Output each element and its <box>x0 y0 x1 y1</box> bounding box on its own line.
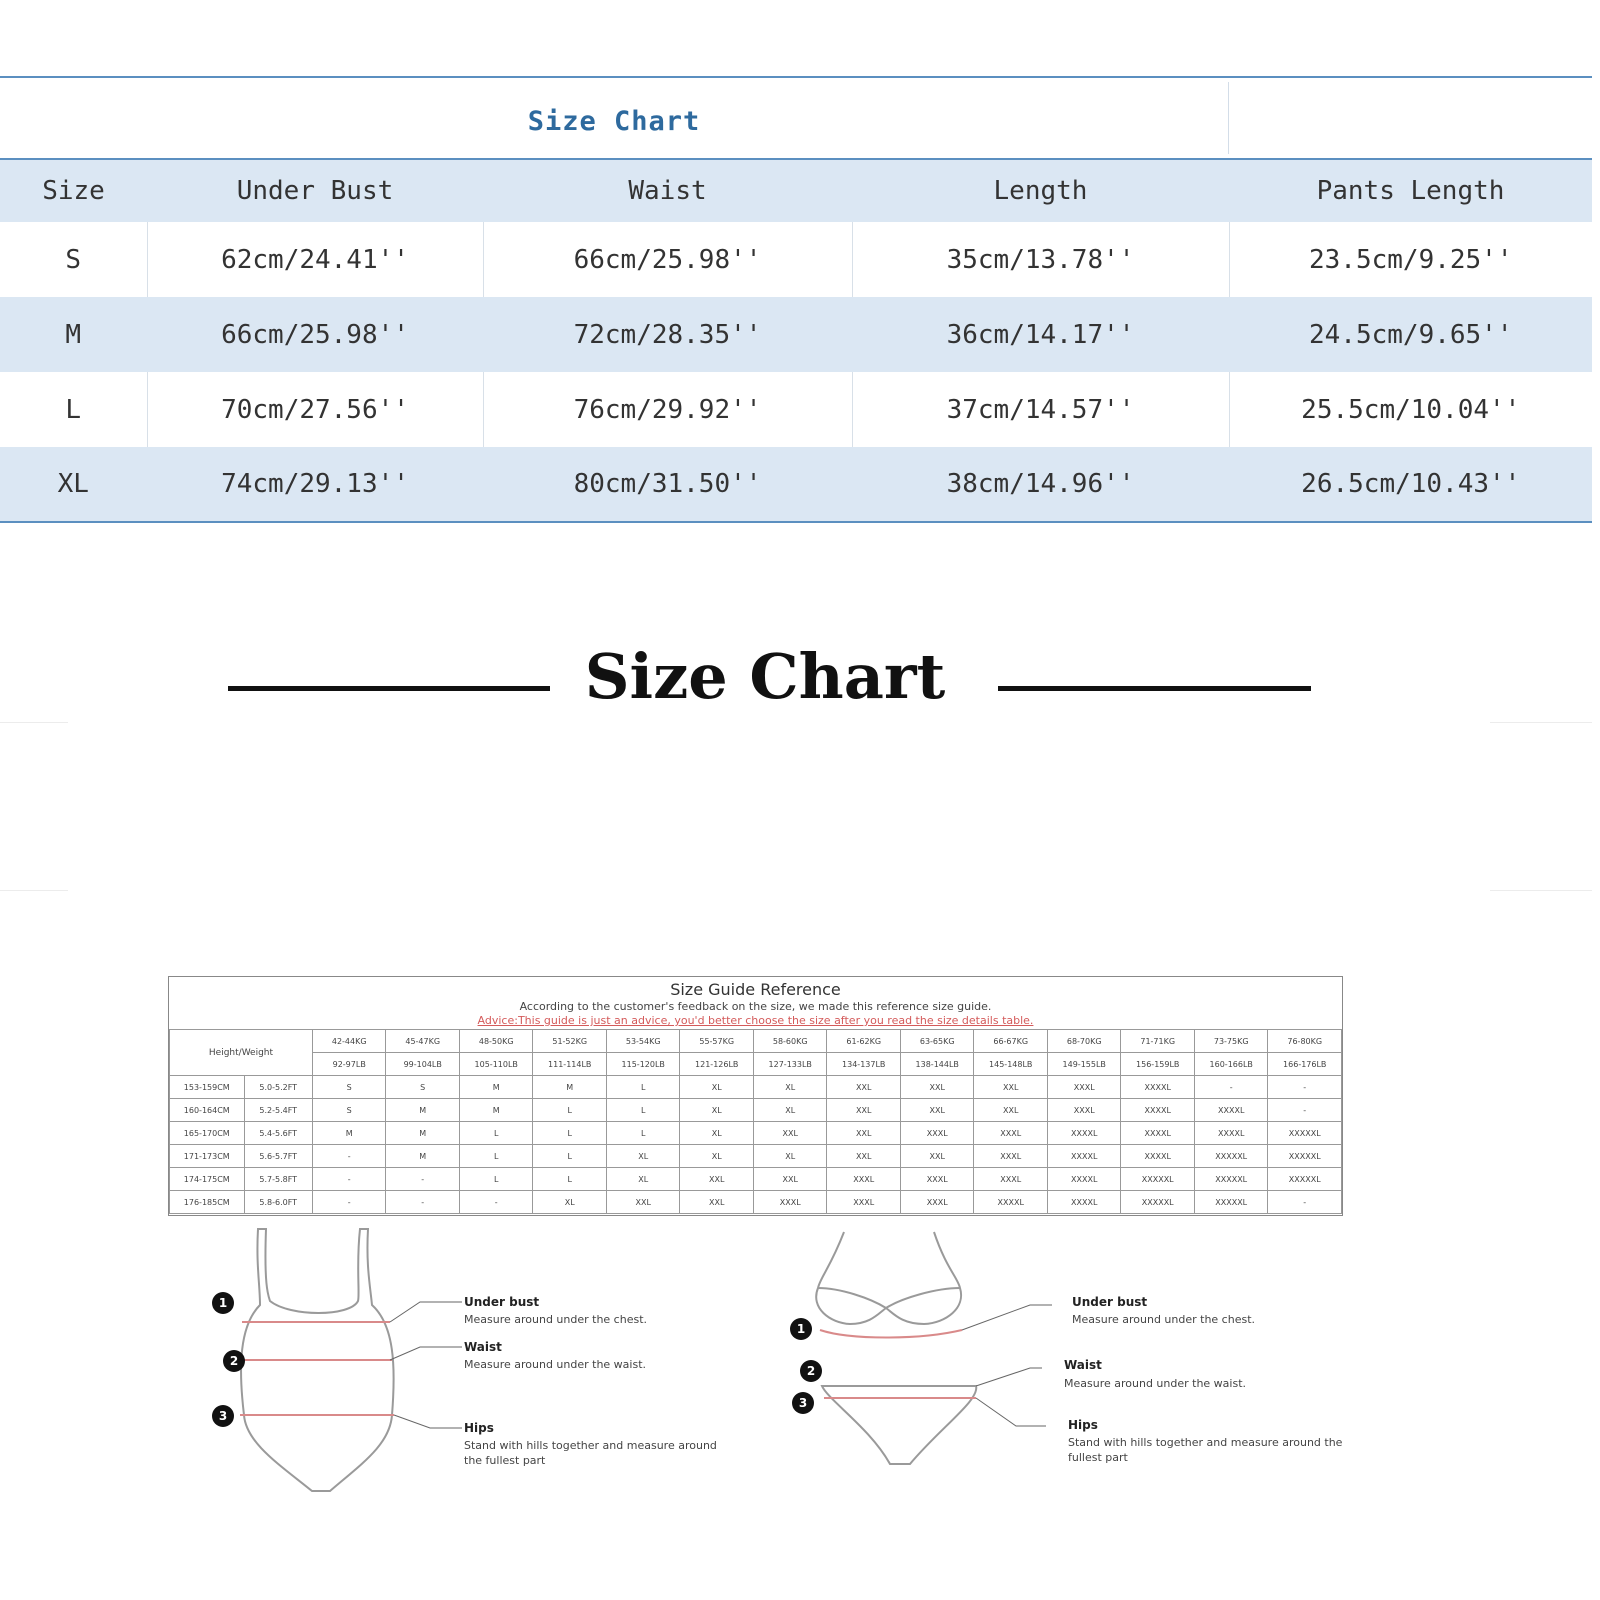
guide-size-cell: XXL <box>680 1168 754 1191</box>
guide-size-cell: S <box>386 1076 460 1099</box>
cell-waist: 80cm/31.50'' <box>483 447 852 522</box>
guide-weight-lb: 145-148LB <box>974 1053 1048 1076</box>
guide-height-row <box>170 1076 1342 1099</box>
guide-size-cell: XXXXXL <box>1268 1168 1342 1191</box>
guide-size-cell: L <box>459 1168 533 1191</box>
guide-weight-kg: 48-50KG <box>459 1030 533 1053</box>
guide-size-cell: XXXL <box>974 1145 1048 1168</box>
guide-weight-lb: 121-126LB <box>680 1053 754 1076</box>
guide-size-cell: - <box>1194 1076 1268 1099</box>
guide-weight-kg-row <box>170 1030 1342 1053</box>
cell-waist: 76cm/29.92'' <box>483 372 852 447</box>
cell-size: XL <box>0 447 147 522</box>
heading-text: Size Chart <box>584 640 946 713</box>
guide-height-row <box>170 1168 1342 1191</box>
marker-3-icon: 3 <box>212 1405 234 1427</box>
table-row <box>0 372 1592 447</box>
guide-size-cell: XXL <box>900 1145 974 1168</box>
guide-size-cell: XXXL <box>974 1168 1048 1191</box>
guide-weight-lb: 127-133LB <box>753 1053 827 1076</box>
guide-height-ft: 5.7-5.8FT <box>244 1168 312 1191</box>
guide-size-cell: XXXXXL <box>1268 1145 1342 1168</box>
guide-size-cell: M <box>533 1076 607 1099</box>
guide-size-cell: XXXXL <box>1047 1191 1121 1214</box>
guide-size-cell: XXL <box>900 1099 974 1122</box>
guide-size-cell: XXL <box>827 1076 901 1099</box>
guide-weight-lb: 99-104LB <box>386 1053 460 1076</box>
size-guide-reference <box>168 976 1343 1216</box>
cell-under-bust: 66cm/25.98'' <box>147 297 483 372</box>
guide-size-cell: XXXL <box>1047 1076 1121 1099</box>
under-bust-line <box>820 1330 962 1338</box>
guide-weight-lb: 156-159LB <box>1121 1053 1195 1076</box>
guide-size-cell: XL <box>753 1145 827 1168</box>
header-size: Size <box>0 160 147 222</box>
guide-weight-kg: 51-52KG <box>533 1030 607 1053</box>
guide-advice: Advice:This guide is just an advice, you'd better choose the size after you read the size details table. <box>477 1014 1034 1027</box>
header-row <box>0 160 1592 222</box>
guide-size-cell: XL <box>680 1076 754 1099</box>
bikini-waist-desc: Measure around under the waist. <box>1064 1377 1247 1390</box>
guide-size-cell: XXXL <box>900 1122 974 1145</box>
cell-size: L <box>65 394 82 425</box>
guide-weight-kg: 55-57KG <box>680 1030 754 1053</box>
guide-size-cell: XXL <box>827 1122 901 1145</box>
guide-size-cell: L <box>459 1122 533 1145</box>
table-row <box>0 447 1592 522</box>
swimsuit-hips-title: Hips <box>464 1421 494 1435</box>
guide-weight-kg: 66-67KG <box>974 1030 1048 1053</box>
guide-weight-kg: 58-60KG <box>753 1030 827 1053</box>
marker-1-icon: 1 <box>212 1292 234 1314</box>
divider <box>0 890 68 891</box>
cell-pants-length: 24.5cm/9.65'' <box>1229 297 1592 372</box>
guide-size-cell: XL <box>533 1191 607 1214</box>
guide-size-cell: - <box>1268 1099 1342 1122</box>
guide-size-cell: M <box>386 1099 460 1122</box>
size-chart-table <box>0 76 1592 523</box>
guide-size-cell: XXXXL <box>1121 1122 1195 1145</box>
guide-size-cell: L <box>533 1122 607 1145</box>
guide-height-ft: 5.8-6.0FT <box>244 1191 312 1214</box>
marker-2-icon: 2 <box>223 1350 245 1372</box>
divider <box>0 722 68 723</box>
guide-size-cell: XXXXXL <box>1268 1122 1342 1145</box>
guide-size-cell: M <box>386 1122 460 1145</box>
guide-size-cell: XL <box>606 1145 680 1168</box>
guide-weight-kg: 63-65KG <box>900 1030 974 1053</box>
guide-size-cell: M <box>312 1122 386 1145</box>
guide-weight-lb: 160-166LB <box>1194 1053 1268 1076</box>
cell-size: M <box>0 297 147 372</box>
guide-size-cell: - <box>312 1168 386 1191</box>
guide-height-row <box>170 1191 1342 1214</box>
guide-height-row <box>170 1122 1342 1145</box>
cell-length: 38cm/14.96'' <box>852 447 1229 522</box>
guide-size-cell: XXL <box>753 1122 827 1145</box>
guide-size-cell: XXL <box>974 1076 1048 1099</box>
guide-size-cell: M <box>386 1145 460 1168</box>
guide-size-cell: S <box>312 1099 386 1122</box>
guide-weight-kg: 53-54KG <box>606 1030 680 1053</box>
guide-size-cell: - <box>1268 1191 1342 1214</box>
title-divider <box>1228 82 1229 154</box>
guide-size-cell: L <box>533 1099 607 1122</box>
guide-size-cell: XXXL <box>827 1168 901 1191</box>
guide-height-row <box>170 1099 1342 1122</box>
table-title-row <box>0 78 1592 158</box>
marker-1-icon: 1 <box>790 1318 812 1340</box>
header-under-bust: Under Bust <box>147 160 483 222</box>
table-row <box>0 222 1592 297</box>
guide-size-cell: XL <box>680 1122 754 1145</box>
cell-waist: 66cm/25.98'' <box>483 222 852 297</box>
guide-weight-kg: 73-75KG <box>1194 1030 1268 1053</box>
cell-waist: 72cm/28.35'' <box>483 297 852 372</box>
marker-3-icon: 3 <box>792 1392 814 1414</box>
guide-size-cell: XXXXXL <box>1121 1191 1195 1214</box>
bikini-under-bust-desc: Measure around under the chest. <box>1072 1313 1256 1326</box>
size-chart-heading <box>0 640 1600 730</box>
guide-size-cell: XXL <box>753 1168 827 1191</box>
cell-under-bust: 62cm/24.41'' <box>147 222 483 297</box>
guide-size-cell: M <box>459 1076 533 1099</box>
heading-left-line <box>228 686 550 691</box>
guide-size-cell: - <box>1268 1076 1342 1099</box>
guide-size-cell: L <box>533 1168 607 1191</box>
guide-height-cm: 174-175CM <box>170 1168 245 1191</box>
swimsuit-waist-desc: Measure around under the waist. <box>464 1358 647 1371</box>
guide-height-ft: 5.0-5.2FT <box>244 1076 312 1099</box>
guide-size-cell: XXXL <box>1047 1099 1121 1122</box>
cell-length: 36cm/14.17'' <box>852 297 1229 372</box>
guide-weight-lb: 149-155LB <box>1047 1053 1121 1076</box>
guide-weight-lb: 115-120LB <box>606 1053 680 1076</box>
guide-size-cell: - <box>312 1191 386 1214</box>
guide-size-cell: M <box>459 1099 533 1122</box>
guide-table <box>169 1029 1342 1214</box>
guide-weight-lb: 111-114LB <box>533 1053 607 1076</box>
guide-size-cell: XXXXXL <box>1194 1168 1268 1191</box>
guide-weight-lb: 105-110LB <box>459 1053 533 1076</box>
swimsuit-hips-desc: Stand with hills together and measure around the fullest part <box>464 1439 717 1467</box>
cell-size: S <box>65 244 82 275</box>
guide-size-cell: XXXXL <box>1121 1099 1195 1122</box>
guide-height-ft: 5.2-5.4FT <box>244 1099 312 1122</box>
size-table <box>0 160 1592 523</box>
guide-weight-lb-row <box>170 1053 1342 1076</box>
table-row <box>0 297 1592 372</box>
guide-size-cell: - <box>386 1168 460 1191</box>
guide-height-cm: 160-164CM <box>170 1099 245 1122</box>
guide-size-cell: L <box>459 1145 533 1168</box>
guide-height-cm: 153-159CM <box>170 1076 245 1099</box>
guide-weight-kg: 68-70KG <box>1047 1030 1121 1053</box>
guide-title: Size Guide Reference <box>670 980 841 999</box>
guide-size-cell: L <box>606 1099 680 1122</box>
header-pants-length: Pants Length <box>1229 160 1592 222</box>
guide-size-cell: XXXL <box>753 1191 827 1214</box>
guide-size-cell: XXXL <box>900 1168 974 1191</box>
guide-size-cell: XXXL <box>974 1122 1048 1145</box>
guide-size-cell: XL <box>753 1076 827 1099</box>
marker-2-icon: 2 <box>800 1360 822 1382</box>
guide-size-cell: XL <box>680 1145 754 1168</box>
cell-length: 35cm/13.78'' <box>852 222 1229 297</box>
guide-size-cell: XXXL <box>900 1191 974 1214</box>
cell-under-bust: 74cm/29.13'' <box>147 447 483 522</box>
guide-height-row <box>170 1145 1342 1168</box>
guide-size-cell: XXL <box>974 1099 1048 1122</box>
swimsuit-under-bust-desc: Measure around under the chest. <box>464 1313 648 1326</box>
guide-size-cell: XXL <box>827 1099 901 1122</box>
guide-size-cell: XXXXXL <box>1194 1191 1268 1214</box>
guide-size-cell: XXXXL <box>1047 1168 1121 1191</box>
guide-size-cell: XXL <box>900 1076 974 1099</box>
guide-size-cell: XXL <box>827 1145 901 1168</box>
guide-size-cell: XL <box>680 1099 754 1122</box>
cell-length: 37cm/14.57'' <box>852 372 1229 447</box>
guide-weight-kg: 71-71KG <box>1121 1030 1195 1053</box>
bikini-under-bust-title: Under bust <box>1072 1295 1148 1309</box>
guide-size-cell: L <box>606 1122 680 1145</box>
guide-weight-kg: 45-47KG <box>386 1030 460 1053</box>
cell-pants-length: 25.5cm/10.04'' <box>1229 372 1592 447</box>
table-title: Size Chart <box>527 106 701 137</box>
guide-height-cm: 171-173CM <box>170 1145 245 1168</box>
cell-under-bust: 70cm/27.56'' <box>147 372 483 447</box>
guide-corner-label: Height/Weight <box>170 1030 313 1076</box>
guide-size-cell: XXXL <box>827 1191 901 1214</box>
guide-size-cell: XXL <box>606 1191 680 1214</box>
guide-weight-lb: 92-97LB <box>312 1053 386 1076</box>
guide-weight-kg: 42-44KG <box>312 1030 386 1053</box>
guide-size-cell: - <box>312 1145 386 1168</box>
heading-right-line <box>998 686 1311 691</box>
divider <box>1490 890 1592 891</box>
guide-height-cm: 165-170CM <box>170 1122 245 1145</box>
guide-size-cell: XXXXL <box>1121 1145 1195 1168</box>
bikini-hips-title: Hips <box>1068 1418 1098 1432</box>
cell-pants-length: 26.5cm/10.43'' <box>1229 447 1592 522</box>
guide-size-cell: XXXXXL <box>1121 1168 1195 1191</box>
guide-weight-kg: 61-62KG <box>827 1030 901 1053</box>
guide-size-cell: XXXXL <box>974 1191 1048 1214</box>
guide-subtitle: According to the customer's feedback on the size, we made this reference size guide. <box>519 1000 992 1013</box>
guide-weight-kg: 76-80KG <box>1268 1030 1342 1053</box>
guide-size-cell: XXXXL <box>1047 1122 1121 1145</box>
guide-size-cell: XXXXL <box>1121 1076 1195 1099</box>
guide-size-cell: XL <box>753 1099 827 1122</box>
guide-size-cell: XXXXL <box>1194 1099 1268 1122</box>
bikini-hips-desc: Stand with hills together and measure around the fullest part <box>1068 1436 1343 1464</box>
guide-size-cell: XXXXL <box>1194 1122 1268 1145</box>
guide-size-cell: XXXXXL <box>1194 1145 1268 1168</box>
guide-weight-lb: 134-137LB <box>827 1053 901 1076</box>
guide-size-cell: S <box>312 1076 386 1099</box>
guide-weight-lb: 138-144LB <box>900 1053 974 1076</box>
guide-size-cell: - <box>386 1191 460 1214</box>
guide-size-cell: XXXXL <box>1047 1145 1121 1168</box>
guide-height-ft: 5.6-5.7FT <box>244 1145 312 1168</box>
bikini-waist-title: Waist <box>1064 1358 1102 1372</box>
cell-pants-length: 23.5cm/9.25'' <box>1229 222 1592 297</box>
guide-size-cell: L <box>606 1076 680 1099</box>
guide-weight-lb: 166-176LB <box>1268 1053 1342 1076</box>
guide-size-cell: L <box>533 1145 607 1168</box>
header-waist: Waist <box>483 160 852 222</box>
guide-size-cell: XXL <box>680 1191 754 1214</box>
divider <box>1490 722 1592 723</box>
guide-size-cell: - <box>459 1191 533 1214</box>
swimsuit-waist-title: Waist <box>464 1340 502 1354</box>
guide-size-cell: XL <box>606 1168 680 1191</box>
header-length: Length <box>852 160 1229 222</box>
swimsuit-under-bust-title: Under bust <box>464 1295 540 1309</box>
guide-height-cm: 176-185CM <box>170 1191 245 1214</box>
guide-height-ft: 5.4-5.6FT <box>244 1122 312 1145</box>
